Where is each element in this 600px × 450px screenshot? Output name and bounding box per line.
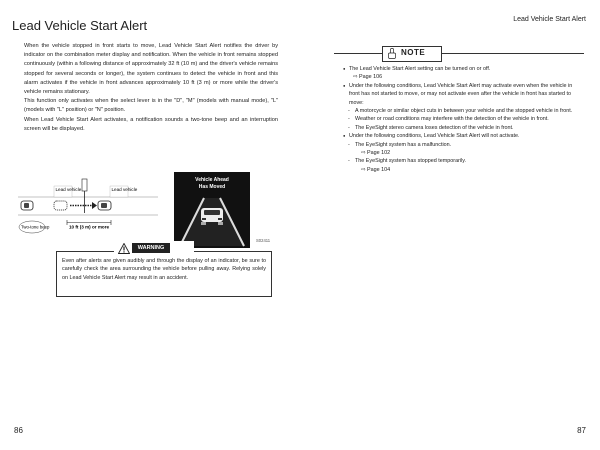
lead-vehicle-after-icon: [98, 201, 111, 210]
label-lead-vehicle-1: Lead vehicle: [55, 187, 82, 192]
figure-id: S02411: [256, 238, 271, 243]
page-reference: ⇨ Page 104: [361, 166, 391, 173]
road-diagram: [18, 175, 158, 235]
label-lead-vehicle-2: Lead vehicle: [111, 187, 138, 192]
note-divider: [334, 53, 584, 54]
warning-triangle-icon: [118, 243, 130, 254]
note-sub-item: - The EyeSight stereo camera loses detection of the vehicle in front.: [348, 124, 514, 131]
note-item: ● Under the following conditions, Lead Vehicle Start Alert will not activate.: [343, 132, 581, 140]
page-reference: ⇨ Page 102: [361, 150, 391, 157]
note-item: ● Under the following conditions, Lead Vehicle Start Alert may activate even when the vehicle in front has not started to move, or may not activate even after the vehicle in front has started to move:: [343, 82, 581, 107]
page-number-left: 86: [14, 426, 23, 435]
screen-text-line2: Has Moved: [198, 184, 226, 190]
label-distance: 10 ft (3 m) or more: [69, 224, 110, 230]
body-paragraph: When the vehicle stopped in front starts to move, Lead Vehicle Start Alert notifies the driver by indicator on the combination meter display and notification. When the vehicle in front remains stopped continuously (within a following distance of approximately 32 ft (10 m) and the driver's vehicle remains stopped for several seconds or longer), the system continues to detect the vehicle in front and this alarm activates if the vehicle in front advances approximately 10 ft (3 m) or more while the driver's vehicle remains stationary.: [24, 43, 278, 96]
traffic-signal-icon: [82, 179, 87, 213]
own-vehicle-icon: [21, 201, 33, 210]
body-paragraph: When Lead Vehicle Start Alert activates, a notification sounds a two-tone beep and an interruption screen will be displayed.: [24, 116, 278, 132]
meter-display: [174, 172, 250, 248]
label-beep: Two-tone beep: [21, 224, 50, 230]
page-reference: ⇨ Page 106: [353, 74, 383, 81]
note-label: NOTE: [401, 48, 426, 57]
note-text: [343, 65, 581, 174]
warning-text: Even after alerts are given audibly and through the display of an indicator, be sure to carefully check the area surrounding the vehicle before pulling away. Relying solely on Lead Vehicle Start Alert may result in an accident.: [62, 258, 266, 281]
note-sub-item: - A motorcycle or similar object cuts in between your vehicle and the stopped vehicle in front.: [348, 108, 573, 115]
running-header: Lead Vehicle Start Alert: [513, 16, 586, 23]
note-sub-item: - The EyeSight system has a malfunction.: [348, 141, 452, 148]
movement-arrow-icon: [70, 202, 97, 209]
warning-label: WARNING: [132, 243, 170, 253]
screen-text-line1: Vehicle Ahead: [195, 177, 229, 183]
note-sub-item: - Weather or road conditions may interfere with the detection of the vehicle in front.: [348, 116, 549, 123]
page-title: Lead Vehicle Start Alert: [12, 18, 148, 33]
note-sub-item: - The EyeSight system has stopped temporarily.: [348, 158, 467, 165]
hand-pointer-icon: [387, 48, 397, 59]
body-text: [24, 42, 278, 134]
page-number-right: 87: [577, 426, 586, 435]
note-header: [382, 46, 442, 62]
body-paragraph: This function only activates when the select lever is in the "D", "M" (models with manual mode), "L" (models with "L" position) or "N" position.: [24, 98, 278, 114]
warning-header: [114, 241, 194, 257]
lead-vehicle-before-icon: [54, 201, 67, 210]
note-item: ● The Lead Vehicle Start Alert setting can be turned on or off.: [343, 65, 581, 73]
